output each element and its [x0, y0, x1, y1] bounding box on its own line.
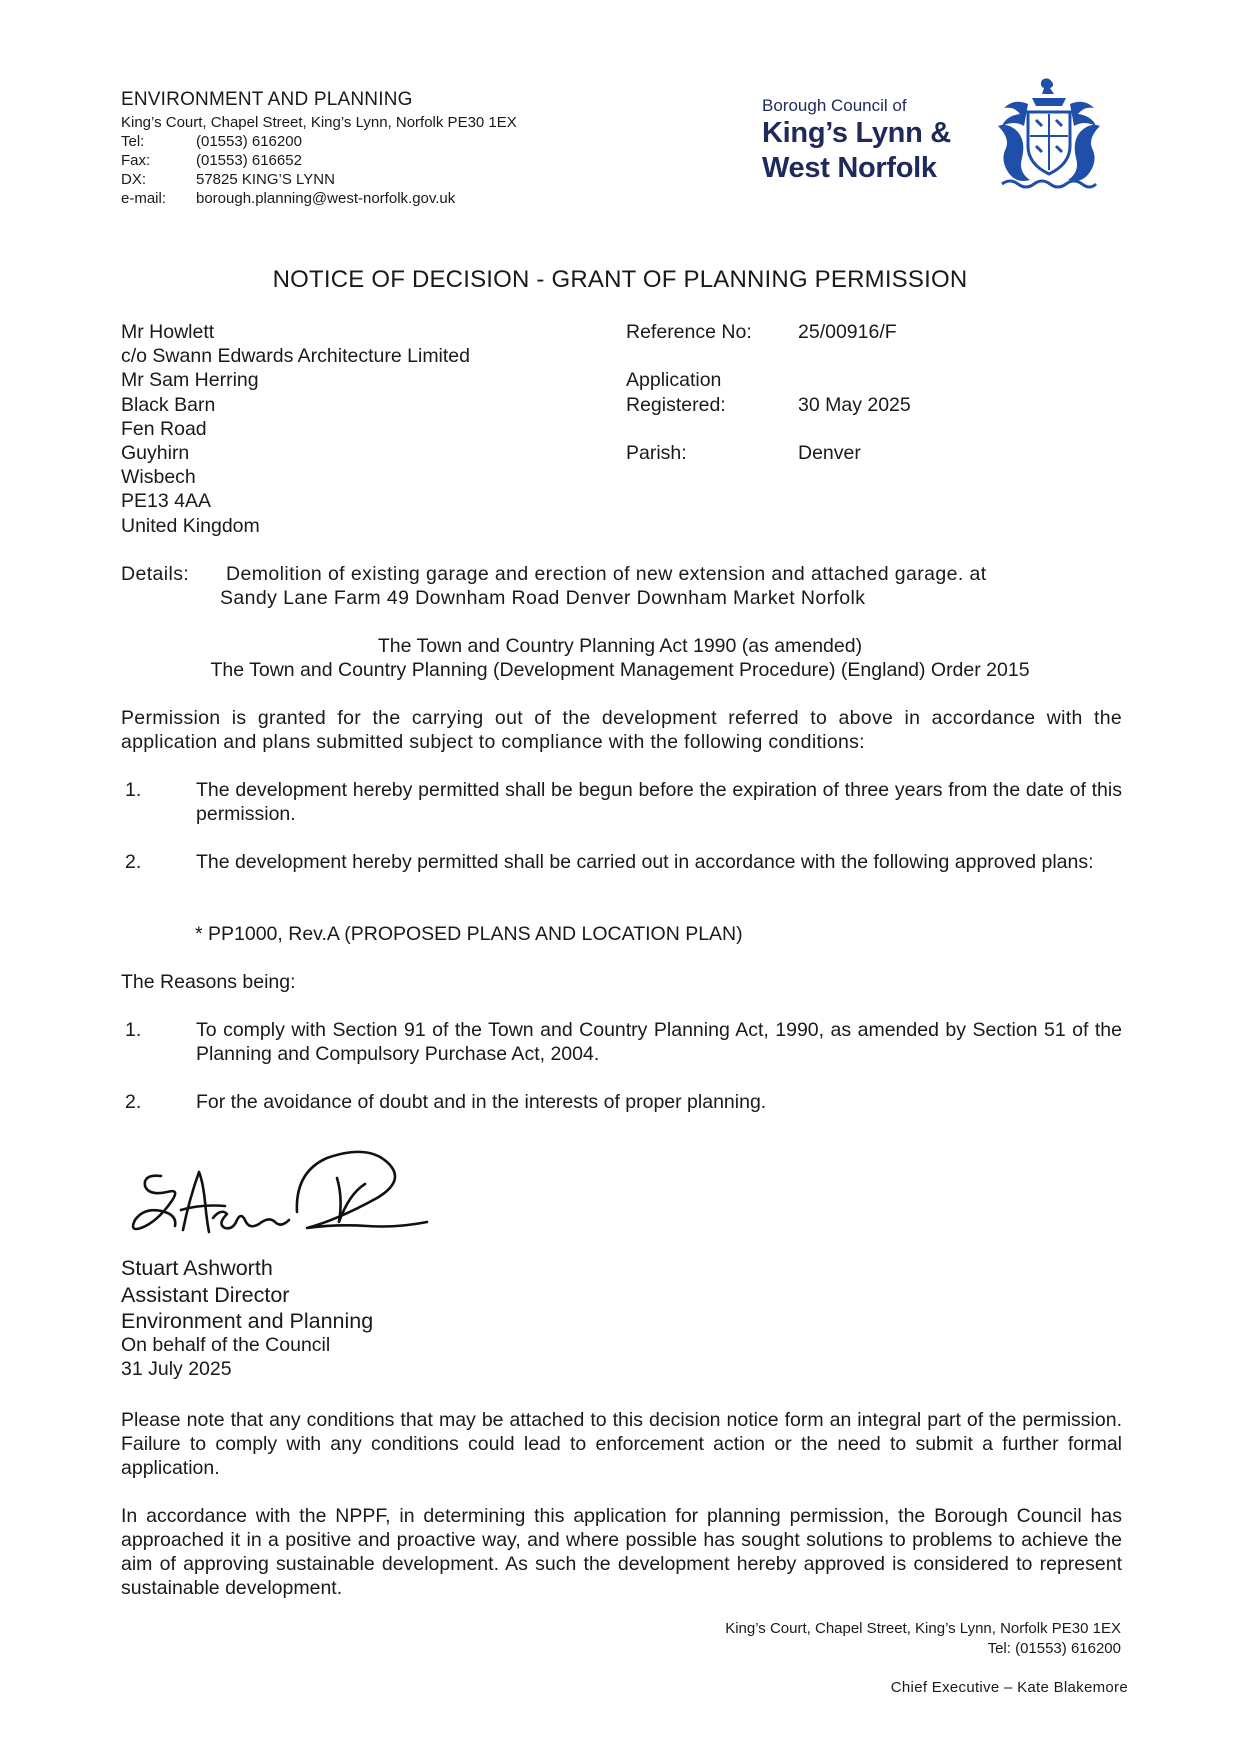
address-line: Fen Road [121, 417, 207, 440]
permission-statement: Permission is granted for the carrying out of the development referred to above in accordance with the application and plans submitted subject to compliance with the following conditions: [121, 707, 1122, 753]
reason-item [121, 1018, 1122, 1066]
logo-line-3: West Norfolk [762, 152, 937, 184]
contact-label: Fax: [121, 152, 151, 169]
footer-tel: Tel: (01553) 616200 [987, 1640, 1121, 1657]
signatory-details [121, 1333, 330, 1381]
reason-text: To comply with Section 91 of the Town and Country Planning Act, 1990, as amended by Section 51 of the Planning and Compulsory Purchase Act, 2004. [196, 1019, 1122, 1065]
signatory-department: Environment and Planning [121, 1309, 374, 1333]
address-line: PE13 4AA [121, 490, 211, 513]
conditions-note: Please note that any conditions that may be attached to this decision notice form an integral part of the permission. Failure to comply with any conditions could lead to enforcement action or the need to submit a further formal application. [121, 1409, 1122, 1479]
registered-label: Registered: [626, 393, 726, 416]
parish-label: Parish: [626, 442, 687, 465]
contact-label: e-mail: [121, 190, 167, 207]
email-value: borough.planning@west-norfolk.gov.uk [196, 190, 456, 207]
details-line-2: Sandy Lane Farm 49 Downham Road Denver Downham Market Norfolk [220, 587, 866, 609]
condition-number: 1. [125, 779, 142, 801]
reference-block [626, 320, 911, 465]
approved-plan: * PP1000, Rev.A (PROPOSED PLANS AND LOCATION PLAN) [195, 923, 743, 945]
act-line: The Town and Country Planning (Development Management Procedure) (England) Order 2015 [210, 659, 1030, 681]
address-line: c/o Swann Edwards Architecture Limited [121, 345, 471, 368]
registered-value: 30 May 2025 [798, 393, 911, 416]
condition-text: The development hereby permitted shall be carried out in accordance with the following approved plans: [196, 851, 1094, 873]
footer-address-block [600, 1619, 1121, 1659]
legislation-block [0, 634, 1240, 682]
condition-text: The development hereby permitted shall be begun before the expiration of three years from the date of this permission. [196, 779, 1122, 825]
condition-item [121, 850, 1122, 874]
handwritten-signature [121, 1138, 451, 1256]
dx-value: 57825 KING’S LYNN [196, 171, 335, 188]
council-logo-text [762, 96, 951, 186]
chief-executive-line: Chief Executive – Kate Blakemore [890, 1679, 1128, 1696]
recipient-address [121, 320, 470, 538]
signatory-role: Assistant Director [121, 1282, 290, 1307]
contact-label: DX: [121, 171, 147, 188]
address-line: Wisbech [121, 466, 196, 489]
reference-label: Reference No: [626, 321, 752, 343]
tel-value: (01553) 616200 [196, 133, 302, 150]
footer-address: King’s Court, Chapel Street, King’s Lynn, Norfolk PE30 1EX [725, 1620, 1121, 1637]
nppf-note: In accordance with the NPPF, in determining this application for planning permission, the Borough Council has approached it in a positive and proactive way, and where possible has sought solutions to problems to achieve the aim of approving sustainable development. As such the development hereby approved is considered to represent sustainable development. [121, 1505, 1122, 1599]
act-line: The Town and Country Planning Act 1990 (as amended) [377, 635, 863, 657]
council-address: King’s Court, Chapel Street, King’s Lynn, Norfolk PE30 1EX [121, 114, 517, 131]
details-line-1: Demolition of existing garage and erection of new extension and attached garage. at [226, 563, 987, 585]
address-line: Guyhirn [121, 442, 190, 465]
address-line: Mr Howlett [121, 321, 215, 343]
on-behalf-line: On behalf of the Council [121, 1334, 331, 1356]
contact-block [121, 113, 517, 208]
address-line: United Kingdom [121, 514, 260, 537]
reason-item [121, 1090, 1122, 1114]
reason-number: 2. [125, 1091, 142, 1113]
page-title: NOTICE OF DECISION - GRANT OF PLANNING PERMISSION [272, 266, 968, 293]
decision-date: 31 July 2025 [121, 1358, 232, 1380]
contact-label: Tel: [121, 133, 145, 150]
signatory-name: Stuart Ashworth [121, 1256, 273, 1280]
logo-line-2: King’s Lynn & [762, 117, 951, 149]
condition-number: 2. [125, 851, 142, 873]
details-block [121, 562, 987, 610]
department-heading: ENVIRONMENT AND PLANNING [121, 89, 413, 110]
address-line: Mr Sam Herring [121, 369, 259, 392]
reference-value: 25/00916/F [798, 321, 897, 343]
address-line: Black Barn [121, 393, 216, 416]
details-label: Details: [121, 563, 190, 585]
fax-value: (01553) 616652 [196, 152, 302, 169]
logo-line-1: Borough Council of [762, 96, 907, 115]
parish-value: Denver [798, 442, 861, 465]
signatory-block [121, 1255, 373, 1335]
council-crest-icon [988, 76, 1110, 194]
reason-text: For the avoidance of doubt and in the interests of proper planning. [196, 1091, 767, 1113]
reason-number: 1. [125, 1019, 142, 1041]
application-label: Application [626, 369, 722, 392]
condition-item [121, 778, 1122, 826]
reasons-heading: The Reasons being: [121, 971, 296, 993]
